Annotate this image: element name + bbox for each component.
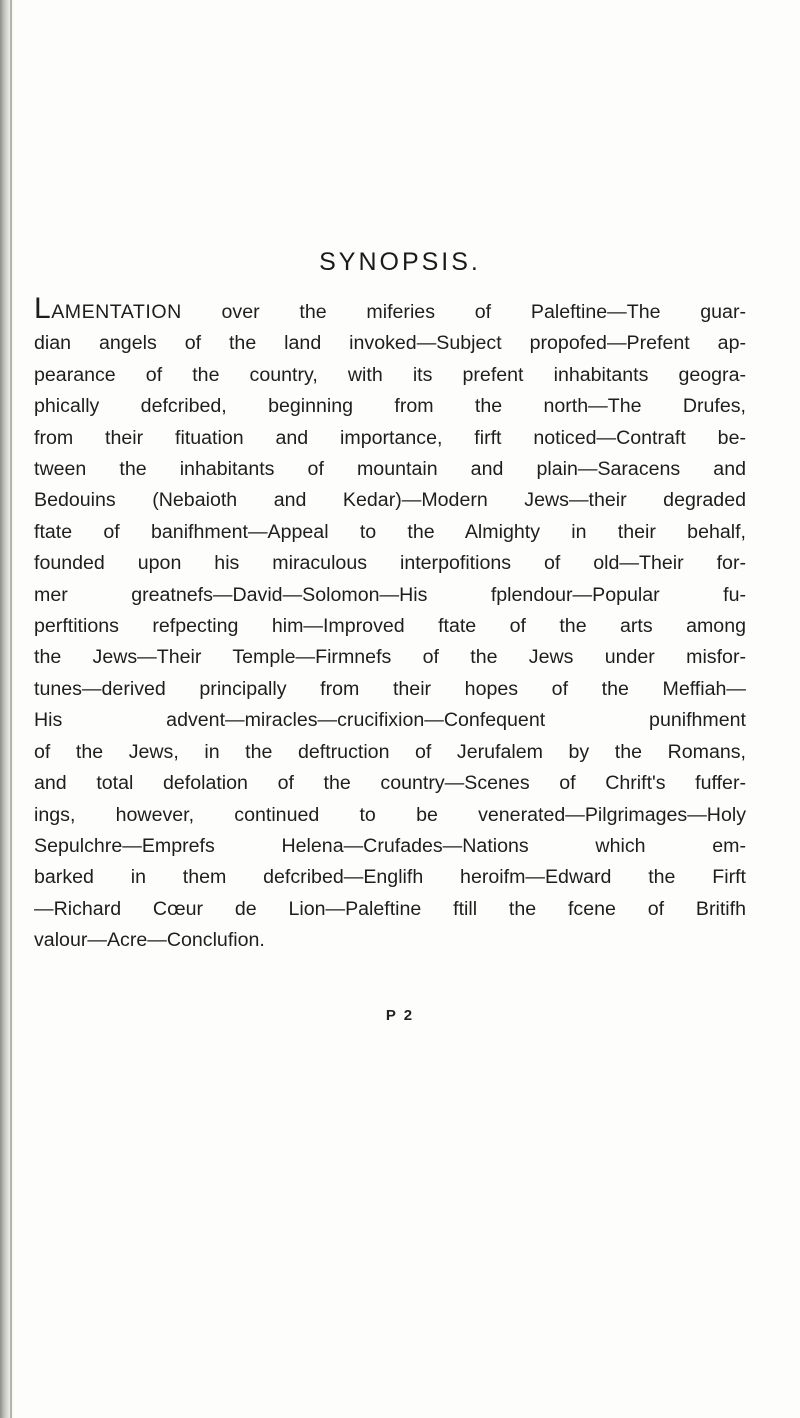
- paragraph-line: the Jews—Their Temple—Firmnefs of the Jews under misfor-: [34, 646, 746, 669]
- paragraph-line: and total defolation of the country—Scenes of Chrift's fuffer-: [34, 772, 746, 795]
- page-title: SYNOPSIS.: [319, 248, 481, 276]
- first-line-text: over the miferies of Paleftine—The guar-: [181, 301, 746, 323]
- paragraph-line-last: valour—Acre—Conclufion.: [34, 929, 265, 952]
- opening-word: AMENTATION: [51, 301, 182, 323]
- paragraph-line: founded upon his miraculous interpofitions of old—Their for-: [34, 552, 746, 575]
- paragraph-line: —Richard Cœur de Lion—Paleftine ftill the fcene of Britifh: [34, 897, 746, 920]
- paragraph-line: His advent—miracles—crucifixion—Confequent punifhment: [34, 709, 746, 732]
- paragraph-line: Sepulchre—Emprefs Helena—Crufades—Nations which em-: [34, 834, 746, 857]
- signature-mark: P 2: [385, 1007, 415, 1024]
- paragraph-line: phically defcribed, beginning from the north—The Drufes,: [34, 395, 746, 418]
- paragraph-line: of the Jews, in the deftruction of Jerufalem by the Romans,: [34, 740, 746, 763]
- paragraph-line: Bedouins (Nebaioth and Kedar)—Modern Jews—their degraded: [34, 489, 746, 512]
- paragraph-line: dian angels of the land invoked—Subject propofed—Prefent ap-: [34, 332, 746, 355]
- paragraph-line: pearance of the country, with its prefent inhabitants geogra-: [34, 363, 746, 386]
- paragraph-line: tunes—derived principally from their hopes of the Meffiah—: [34, 677, 746, 700]
- paragraph-line: barked in them defcribed—Englifh heroifm—Edward the Firft: [34, 866, 746, 889]
- paragraph-line: tween the inhabitants of mountain and plain—Saracens and: [34, 458, 746, 481]
- paragraph-line-1: [34, 294, 746, 328]
- paragraph-line: perftitions refpecting him—Improved ftate of the arts among: [34, 615, 746, 638]
- paragraph-line: mer greatnefs—David—Solomon—His fplendour—Popular fu-: [34, 583, 746, 606]
- synopsis-paragraph: [34, 294, 746, 957]
- paragraph-line: from their fituation and importance, firft noticed—Contraft be-: [34, 426, 746, 449]
- paragraph-line: ftate of banifhment—Appeal to the Almighty in their behalf,: [34, 520, 746, 543]
- drop-cap: L: [34, 292, 52, 325]
- paragraph-line: ings, however, continued to be venerated—Pilgrimages—Holy: [34, 803, 746, 826]
